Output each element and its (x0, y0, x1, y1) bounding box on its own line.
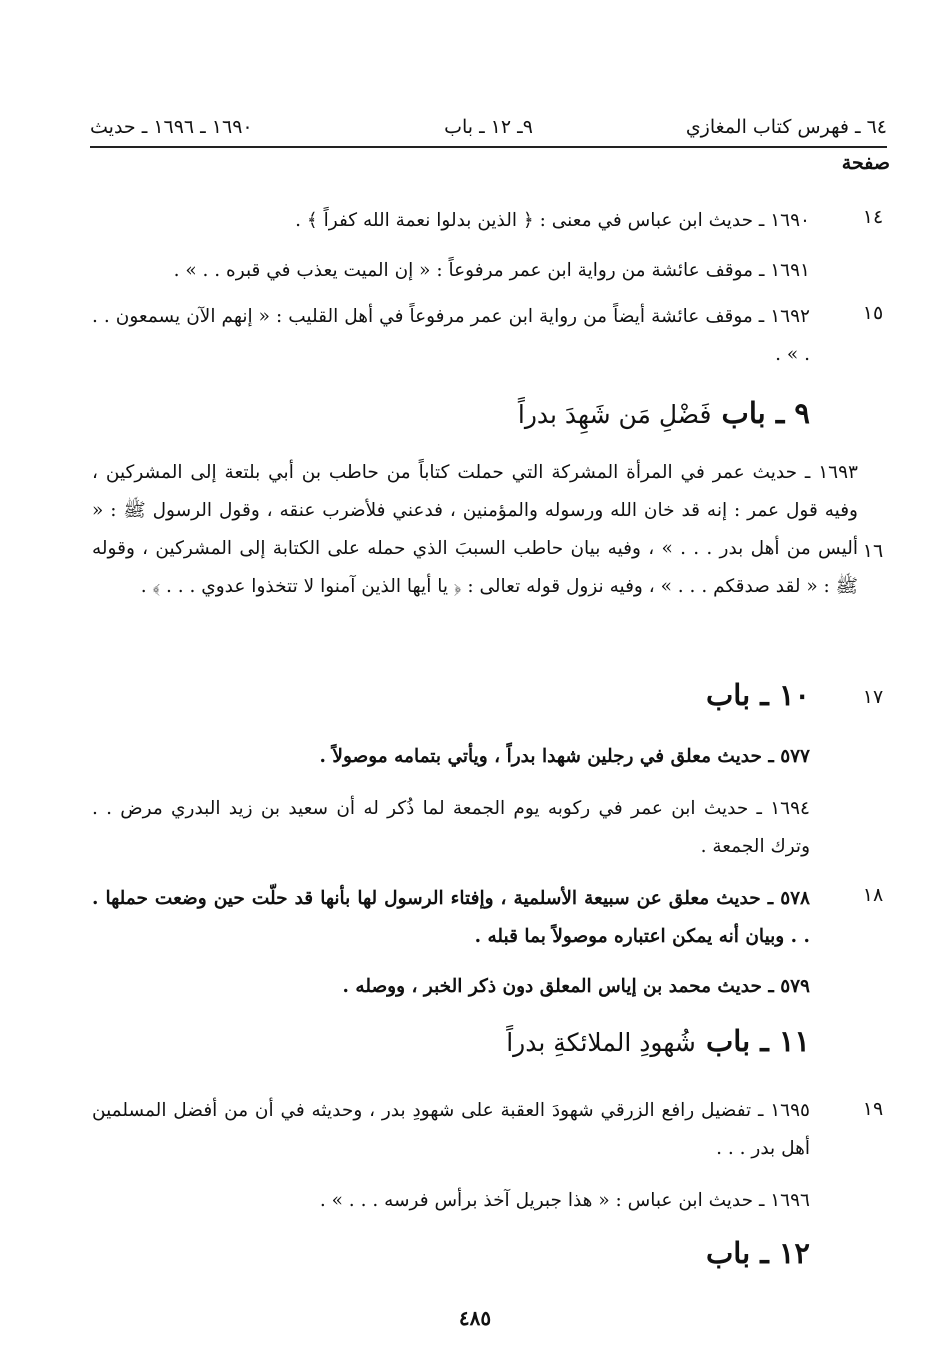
section-heading-title: فَضْلِ مَن شَهِدَ بدراً (517, 400, 712, 429)
section-heading-label: ١١ ـ باب (705, 1024, 810, 1058)
page-column-label: صفحة (841, 152, 890, 174)
page-ref: ١٥ (862, 302, 884, 324)
header-hadith-range: ١٦٩٠ ـ ١٦٩٦ ـ حديث (90, 116, 253, 138)
entry-1692: ١٦٩٢ ـ موقف عائشة أيضاً من رواية ابن عمر مرفوعاً في أهل القليب : « إنهم الآن يسمعون . . . » . (92, 306, 810, 365)
section-heading-10: ١٠ ـ باب (705, 678, 810, 712)
header-section-range: ٩ـ ١٢ ـ باب (444, 116, 533, 138)
section-heading-label: ٩ ـ باب (721, 396, 810, 430)
running-header (90, 112, 887, 146)
entry-578: ٥٧٨ ـ حديث معلق عن سبيعة الأسلمية ، وإفتاء الرسول لها بأنها قد حلّت حين وضعت حملها . . . وبيان أنه يمكن اعتباره موصولاً بما قبله . (92, 888, 810, 947)
section-heading-11 (506, 1024, 810, 1058)
header-chapter-title: ٦٤ ـ فهرس كتاب المغازي (685, 116, 887, 138)
entry-1693: ١٦٩٣ ـ حديث عمر في المرأة المشركة التي حملت كتاباً من حاطب بن أبي بلتعة إلى المشركين ، وفيه قول عمر : إنه قد خان الله ورسوله والمؤمنين ، فدعني فلأضرب عنقه ، وقول الرسول ﷺ : « أليس من أهل بدر . . . » ، وفيه بيان حاطب السببَ الذي حمله على الكتابة إلى المشركين ، وقوله ﷺ : « لقد صدقكم . . . » ، وفيه نزول قوله تعالى : ﴿ يا أيها الذين آمنوا لا تتخذوا عدوي . . . ﴾ . (92, 462, 858, 597)
section-heading-title: شُهودِ الملائكةِ بدراً (506, 1028, 696, 1057)
page-ref: ١٩ (862, 1098, 884, 1120)
entry-1691: ١٦٩١ ـ موقف عائشة من رواية ابن عمر مرفوعاً : « إن الميت يعذب في قبره . . » . (173, 260, 810, 281)
entry-1690: ١٦٩٠ ـ حديث ابن عباس في معنى : ﴿ الذين بدلوا نعمة الله كفراً ﴾ . (295, 210, 810, 231)
page-ref: ١٧ (862, 686, 884, 708)
section-heading-9 (518, 396, 810, 430)
page-ref: ١٨ (862, 884, 884, 906)
section-heading-12: ١٢ ـ باب (705, 1236, 810, 1270)
entry-577: ٥٧٧ ـ حديث معلق في رجلين شهدا بدراً ، ويأتي بتمامه موصولاً . (319, 746, 810, 767)
page-number: ٤٨٥ (458, 1306, 492, 1330)
entry-579: ٥٧٩ ـ حديث محمد بن إياس المعلق دون ذكر الخبر ، ووصله . (342, 976, 810, 997)
entry-1694: ١٦٩٤ ـ حديث ابن عمر في ركوبه يوم الجمعة لما ذُكر له أن سعيد بن زيد البدري مرض . . وترك الجمعة . (92, 798, 810, 857)
header-rule (90, 146, 887, 148)
page-ref: ١٦ (862, 540, 884, 562)
entry-1695: ١٦٩٥ ـ تفضيل رافع الزرقي شهودَ العقبة على شهودِ بدر ، وحديثه في أن من أفضل المسلمين أهل بدر . . . (92, 1100, 810, 1159)
page-ref: ١٤ (862, 206, 884, 228)
entry-1696: ١٦٩٦ ـ حديث ابن عباس : « هذا جبريل آخذ برأس فرسه . . . » . (319, 1190, 810, 1211)
